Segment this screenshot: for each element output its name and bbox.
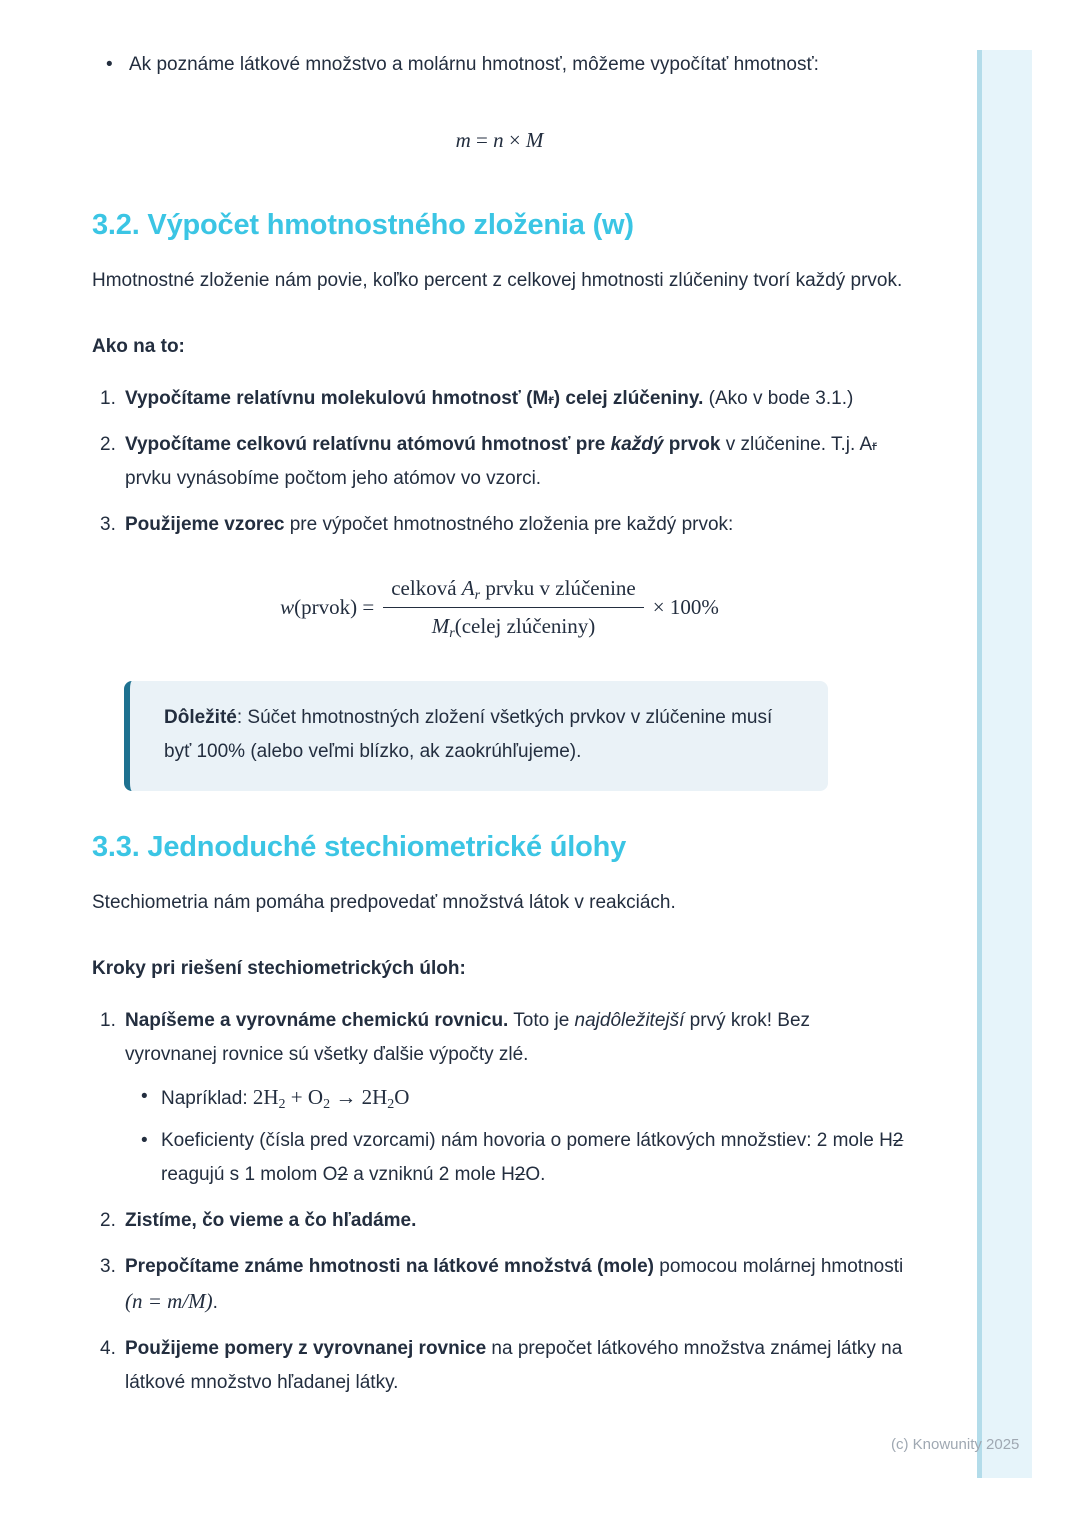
equation-text: 2H: [252, 1085, 279, 1109]
intro-bullet-item: [92, 48, 915, 82]
step-number: 3.: [100, 1256, 116, 1277]
step-bold-text: Vypočítame celkovú relatívnu atómovú hmotnosť pre: [125, 434, 611, 455]
bullet-marker: •: [106, 54, 113, 75]
step-number: 4.: [100, 1338, 116, 1359]
subscript-r-strikethrough: r: [872, 437, 877, 453]
step-bold-text: Použijeme pomery z vyrovnanej rovnice: [125, 1338, 487, 1359]
formula-times: ×: [503, 128, 526, 152]
step-item-1: [100, 1004, 904, 1192]
sub-bullet-text: [161, 1080, 409, 1116]
equation-text: O: [394, 1085, 410, 1109]
section-3-2-steps: [92, 382, 904, 542]
step-regular-text: prvý krok! Bez vyrovnanej rovnice sú všetky ďalšie výpočty zlé.: [125, 1010, 811, 1065]
struck-subscript-2: 2: [892, 1130, 904, 1151]
step-item-4: [100, 1332, 904, 1400]
formula-subscript-r: r: [449, 626, 455, 641]
step-bold-italic-text: každý: [610, 434, 664, 455]
step-regular-text: na prepočet látkového množstva známej látky na látkové množstvo hľadanej látky.: [125, 1338, 903, 1393]
step-number: 2.: [100, 1210, 116, 1231]
formula-equals: =: [357, 595, 375, 619]
section-3-2-intro: Hmotnostné zloženie nám povie, koľko percent z celkovej hmotnosti zlúčeniny tvorí každý prvok.: [92, 270, 903, 291]
coefficients-text: Koeficienty (čísla pred vzorcami) nám hovoria o pomere látkových množstiev: 2 mole H: [161, 1130, 893, 1151]
step-text: [125, 508, 904, 542]
step-regular-text: v zlúčenine. T.j. A: [720, 434, 873, 455]
callout-text: : Súčet hmotnostných zložení všetkých prvkov v zlúčenine musí byť 100% (alebo veľmi blízko, ak zaokrúhľujeme).: [164, 707, 773, 762]
numerator-text: celková: [391, 576, 462, 600]
section-3-3-heading: 3.3. Jednoduché stechiometrické úlohy: [92, 831, 627, 863]
step-number: 1.: [100, 388, 116, 409]
subscript-r-strikethrough: r: [548, 391, 554, 407]
kroky-label: Kroky pri riešení stechiometrických úloh:: [92, 958, 466, 979]
step-text: [125, 428, 904, 496]
step-bold-text: Použijeme vzorec: [125, 514, 285, 535]
important-callout: [124, 681, 828, 791]
section-3-3-intro: Stechiometria nám pomáha predpovedať množstvá látok v reakciách.: [92, 892, 676, 913]
step-bold-text: prvok: [663, 434, 721, 455]
sub-bullet-text: [161, 1124, 904, 1192]
section-3-2-heading: 3.2. Výpočet hmotnostného zloženia (w): [92, 209, 634, 241]
right-edge-stripe: [977, 50, 1032, 1478]
step-number: 1.: [100, 1010, 116, 1031]
formula-equals: =: [470, 128, 494, 152]
ako-na-to-label: Ako na to:: [92, 336, 185, 357]
step-item-2: [100, 428, 904, 496]
bullet-marker: •: [141, 1086, 148, 1107]
formula-var-M: M: [525, 128, 544, 152]
numerator-text: prvku v zlúčenine: [480, 576, 636, 600]
formula-lhs: [280, 595, 374, 620]
formula-var-Mr: M: [431, 614, 450, 638]
step-text: [125, 1204, 904, 1238]
equation-text: → 2H: [330, 1085, 388, 1109]
coefficients-text: reagujú s 1 molom O: [161, 1164, 338, 1185]
equation-subscript: 2: [278, 1097, 286, 1112]
step-bold-text: Vypočítame relatívnu molekulovú hmotnosť (M: [125, 388, 549, 409]
step-item-2: [100, 1204, 904, 1238]
step-regular-text: prvku vynásobíme počtom jeho atómov vo vzorci.: [125, 468, 542, 489]
coefficients-text: O.: [525, 1164, 546, 1185]
step-bold-text: Zistíme, čo vieme a čo hľadáme.: [125, 1210, 417, 1231]
step-text: [125, 382, 904, 416]
step-regular-text: pomocou molárnej hmotnosti: [653, 1256, 904, 1277]
sub-bullet-item: [141, 1080, 904, 1116]
formula-var-n: n: [493, 128, 504, 152]
step-regular-text: (Ako v bode 3.1.): [703, 388, 854, 409]
fraction: [383, 576, 644, 639]
formula-var-w: w: [280, 595, 295, 619]
step-item-3: [100, 508, 904, 542]
inline-math-n-equals-m-over-M: (n = m/M): [125, 1289, 213, 1313]
equation-text: + O: [285, 1085, 324, 1109]
chemical-equation: [252, 1085, 410, 1112]
step-bold-text: Prepočítame známe hmotnosti na látkové množstvá (mole): [125, 1256, 654, 1277]
step-regular-text: .: [212, 1292, 218, 1313]
bullet-marker: •: [141, 1130, 148, 1151]
formula-multiplier: × 100%: [652, 595, 719, 619]
formula-var-Ar: A: [461, 576, 475, 600]
step-number: 3.: [100, 514, 116, 535]
equation-subscript: 2: [323, 1097, 331, 1112]
mass-formula: [92, 128, 907, 153]
section-3-3-steps: [92, 1004, 904, 1400]
fraction-numerator: [383, 576, 644, 608]
step-italic-text: najdôležitejší: [574, 1010, 685, 1031]
sub-bullet-list: [125, 1080, 904, 1192]
mass-fraction-formula: [92, 576, 907, 639]
step-text: [125, 1250, 904, 1320]
step-text: [125, 1332, 904, 1400]
equation-subscript: 2: [387, 1097, 395, 1112]
struck-subscript-2: 2: [337, 1164, 348, 1185]
sub-bullet-item: [141, 1124, 904, 1192]
denominator-text: (celej zlúčeniny): [454, 614, 596, 638]
step-item-3: [100, 1250, 904, 1320]
formula-var-m: m: [455, 128, 471, 152]
coefficients-text: a vzniknú 2 mole H: [347, 1164, 515, 1185]
fraction-denominator: [432, 608, 595, 639]
formula-lhs-text: (prvok): [294, 595, 358, 619]
step-bold-text: ) celej zlúčeniny.: [553, 388, 704, 409]
step-item-1: [100, 382, 904, 416]
step-bold-text: Napíšeme a vyrovnáme chemickú rovnicu.: [125, 1010, 509, 1031]
copyright-watermark: (c) Knowunity 2025: [891, 1436, 1020, 1453]
intro-bullet-text: Ak poznáme látkové množstvo a molárnu hmotnosť, môžeme vypočítať hmotnosť:: [129, 54, 819, 75]
step-regular-text: Toto je: [508, 1010, 575, 1031]
step-text: [125, 1004, 904, 1192]
example-label: Napríklad:: [161, 1088, 253, 1109]
callout-label: Dôležité: [164, 707, 237, 728]
step-number: 2.: [100, 434, 116, 455]
formula-subscript-r: r: [474, 588, 481, 603]
struck-subscript-2: 2: [514, 1164, 526, 1185]
step-regular-text: pre výpočet hmotnostného zloženia pre každý prvok:: [284, 514, 734, 535]
